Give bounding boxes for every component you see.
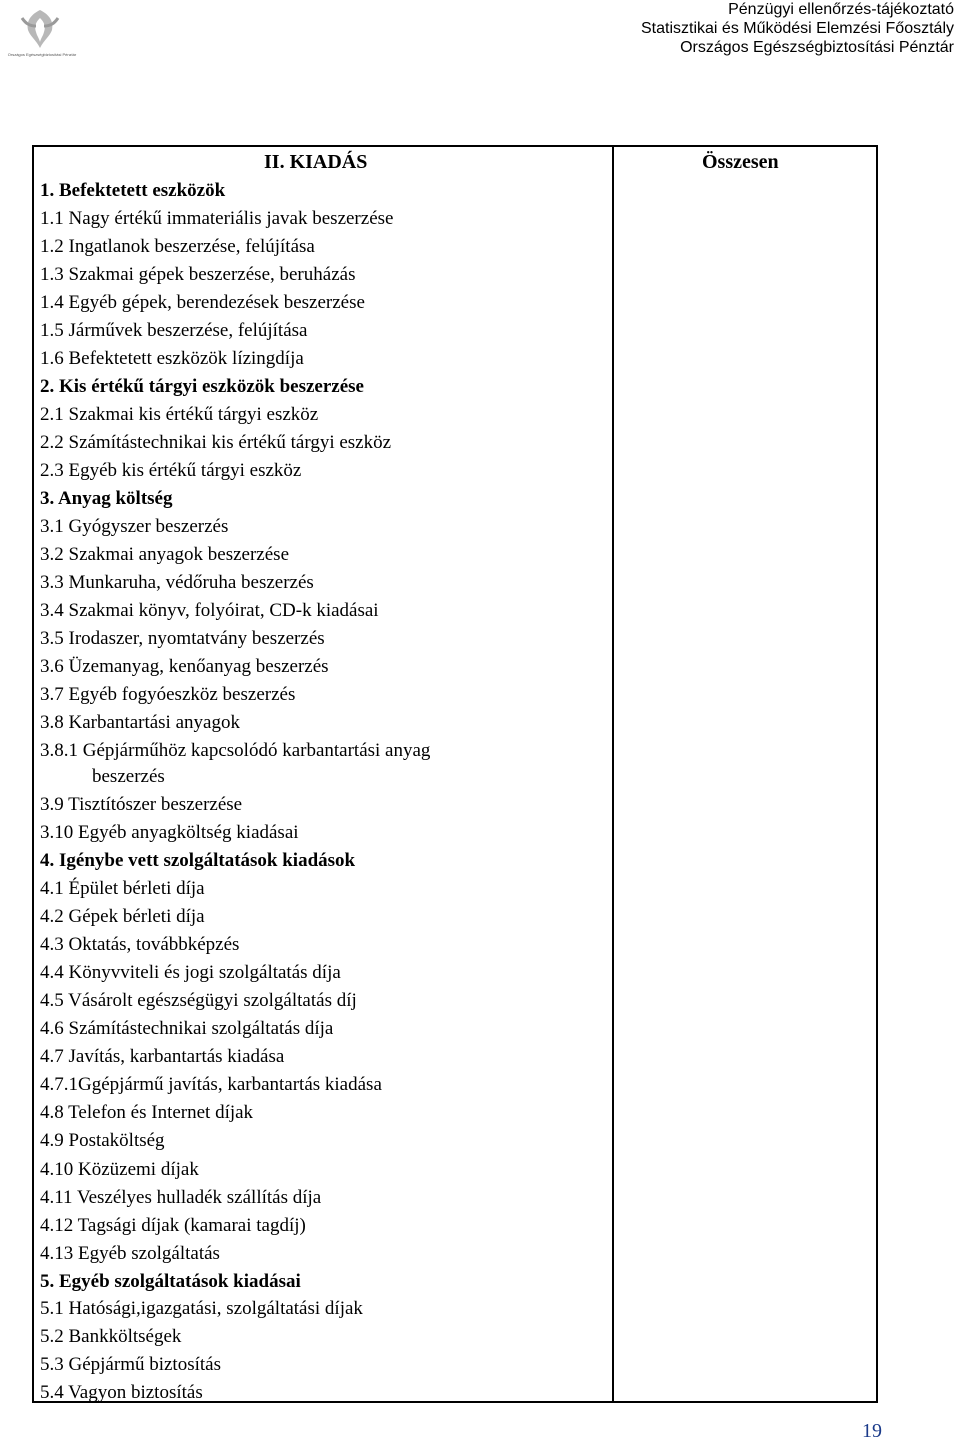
- table-row: 4.10 Közüzemi díjak: [40, 1159, 199, 1180]
- table-row: 3.1 Gyógyszer beszerzés: [40, 516, 229, 537]
- table-row: 4.4 Könyvviteli és jogi szolgáltatás díja: [40, 962, 341, 983]
- table-row: 3.5 Irodaszer, nyomtatvány beszerzés: [40, 628, 325, 649]
- table-row: 3.7 Egyéb fogyóeszköz beszerzés: [40, 684, 296, 705]
- oep-logo-icon: [4, 4, 76, 52]
- table-row: 4.2 Gépek bérleti díja: [40, 906, 205, 927]
- header-line-3: Országos Egészségbiztosítási Pénztár: [680, 39, 954, 56]
- table-row: 4.6 Számítástechnikai szolgáltatás díja: [40, 1018, 334, 1039]
- table-row: 2.3 Egyéb kis értékű tárgyi eszköz: [40, 460, 302, 481]
- table-row: 2.2 Számítástechnikai kis értékű tárgyi eszköz: [40, 432, 392, 453]
- page-number: 19: [862, 1420, 882, 1442]
- section-heading: 4. Igénybe vett szolgáltatások kiadások: [40, 850, 356, 871]
- table-row: 5.4 Vagyon biztosítás: [40, 1382, 203, 1403]
- table-row: 1.2 Ingatlanok beszerzése, felújítása: [40, 236, 315, 257]
- section-heading: 1. Befektetett eszközök: [40, 180, 226, 201]
- header-line-2: Statisztikai és Működési Elemzési Főosztály: [641, 20, 954, 37]
- header-line-1: Pénzügyi ellenőrzés-tájékoztató: [728, 1, 954, 18]
- table-row: 1.6 Befektetett eszközök lízingdíja: [40, 348, 304, 369]
- logo-text: Országos Egészségbiztosítási Pénztár: [7, 52, 77, 57]
- expense-table: [32, 145, 878, 1403]
- table-row: 4.8 Telefon és Internet díjak: [40, 1102, 254, 1123]
- oep-logo: [4, 4, 76, 68]
- table-row: 4.13 Egyéb szolgáltatás: [40, 1243, 220, 1264]
- table-row: 5.1 Hatósági,igazgatási, szolgáltatási díjak: [40, 1298, 363, 1319]
- table-row: 4.5 Vásárolt egészségügyi szolgáltatás díj: [40, 990, 357, 1011]
- table-row: 3.3 Munkaruha, védőruha beszerzés: [40, 572, 314, 593]
- table-row-continuation: beszerzés: [92, 766, 165, 787]
- table-row: 3.6 Üzemanyag, kenőanyag beszerzés: [40, 656, 329, 677]
- table-row: 3.9 Tisztítószer beszerzése: [40, 794, 243, 815]
- table-title: II. KIADÁS: [264, 151, 368, 173]
- table-row: 3.8.1 Gépjárműhöz kapcsolódó karbantartási anyag: [40, 740, 431, 761]
- total-column-header: Összesen: [702, 151, 779, 173]
- section-heading: 5. Egyéb szolgáltatások kiadásai: [40, 1271, 301, 1292]
- table-row: 4.11 Veszélyes hulladék szállítás díja: [40, 1187, 322, 1208]
- table-row: 3.8 Karbantartási anyagok: [40, 712, 240, 733]
- table-row: 3.10 Egyéb anyagköltség kiadásai: [40, 822, 299, 843]
- section-heading: 2. Kis értékű tárgyi eszközök beszerzése: [40, 376, 364, 397]
- table-row: 4.12 Tagsági díjak (kamarai tagdíj): [40, 1215, 306, 1236]
- table-row: 4.9 Postaköltség: [40, 1130, 165, 1151]
- table-row: 1.3 Szakmai gépek beszerzése, beruházás: [40, 264, 356, 285]
- table-row: 4.7 Javítás, karbantartás kiadása: [40, 1046, 285, 1067]
- table-row: 4.7.1Ggépjármű javítás, karbantartás kiadása: [40, 1074, 382, 1095]
- table-row: 1.4 Egyéb gépek, berendezések beszerzése: [40, 292, 365, 313]
- table-row: 4.3 Oktatás, továbbképzés: [40, 934, 240, 955]
- page-header: [641, 0, 954, 57]
- column-divider: [612, 147, 614, 1401]
- table-row: 1.1 Nagy értékű immateriális javak beszerzése: [40, 208, 394, 229]
- section-heading: 3. Anyag költség: [40, 488, 173, 509]
- table-row: 5.2 Bankköltségek: [40, 1326, 182, 1347]
- table-row: 3.2 Szakmai anyagok beszerzése: [40, 544, 290, 565]
- table-row: 3.4 Szakmai könyv, folyóirat, CD-k kiadásai: [40, 600, 379, 621]
- table-row: 4.1 Épület bérleti díja: [40, 878, 205, 899]
- table-row: 5.3 Gépjármű biztosítás: [40, 1354, 221, 1375]
- table-row: 2.1 Szakmai kis értékű tárgyi eszköz: [40, 404, 319, 425]
- table-row: 1.5 Járművek beszerzése, felújítása: [40, 320, 308, 341]
